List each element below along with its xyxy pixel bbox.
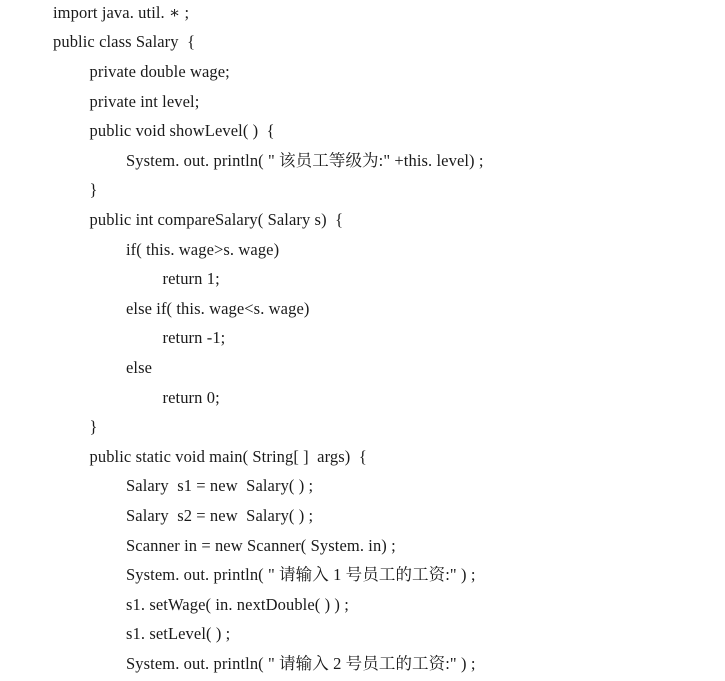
code-line: import java. util. ∗ ; [53, 2, 190, 22]
code-line: s1. setWage( in. nextDouble( ) ) ; [126, 594, 349, 614]
code-line: } [89, 180, 98, 200]
code-line: System. out. println( " 请输入 1 号员工的工资:" ) ; [126, 565, 476, 585]
code-line: private double wage; [89, 61, 230, 81]
code-line: else [126, 357, 153, 377]
code-line: } [89, 417, 98, 437]
code-line: private int level; [89, 91, 200, 111]
code-line: System. out. println( " 请输入 2 号员工的工资:" ) ; [126, 653, 476, 673]
code-line: System. out. println( " 该员工等级为:" +this. level) ; [126, 150, 484, 170]
code-line: return -1; [162, 328, 226, 348]
code-line: Salary s2 = new Salary( ) ; [126, 505, 314, 525]
code-line: public static void main( String[ ] args) { [89, 446, 367, 466]
code-line: public int compareSalary( Salary s) { [89, 209, 344, 229]
code-line: else if( this. wage<s. wage) [126, 298, 310, 318]
code-line: if( this. wage>s. wage) [126, 239, 280, 259]
code-line: return 1; [162, 269, 220, 289]
code-line: Salary s1 = new Salary( ) ; [126, 476, 314, 496]
code-line: public class Salary { [53, 32, 196, 52]
code-line: Scanner in = new Scanner( System. in) ; [126, 535, 396, 555]
code-line: public void showLevel( ) { [89, 121, 275, 141]
code-line: return 0; [162, 387, 220, 407]
code-line: s1. setLevel( ) ; [126, 624, 231, 644]
